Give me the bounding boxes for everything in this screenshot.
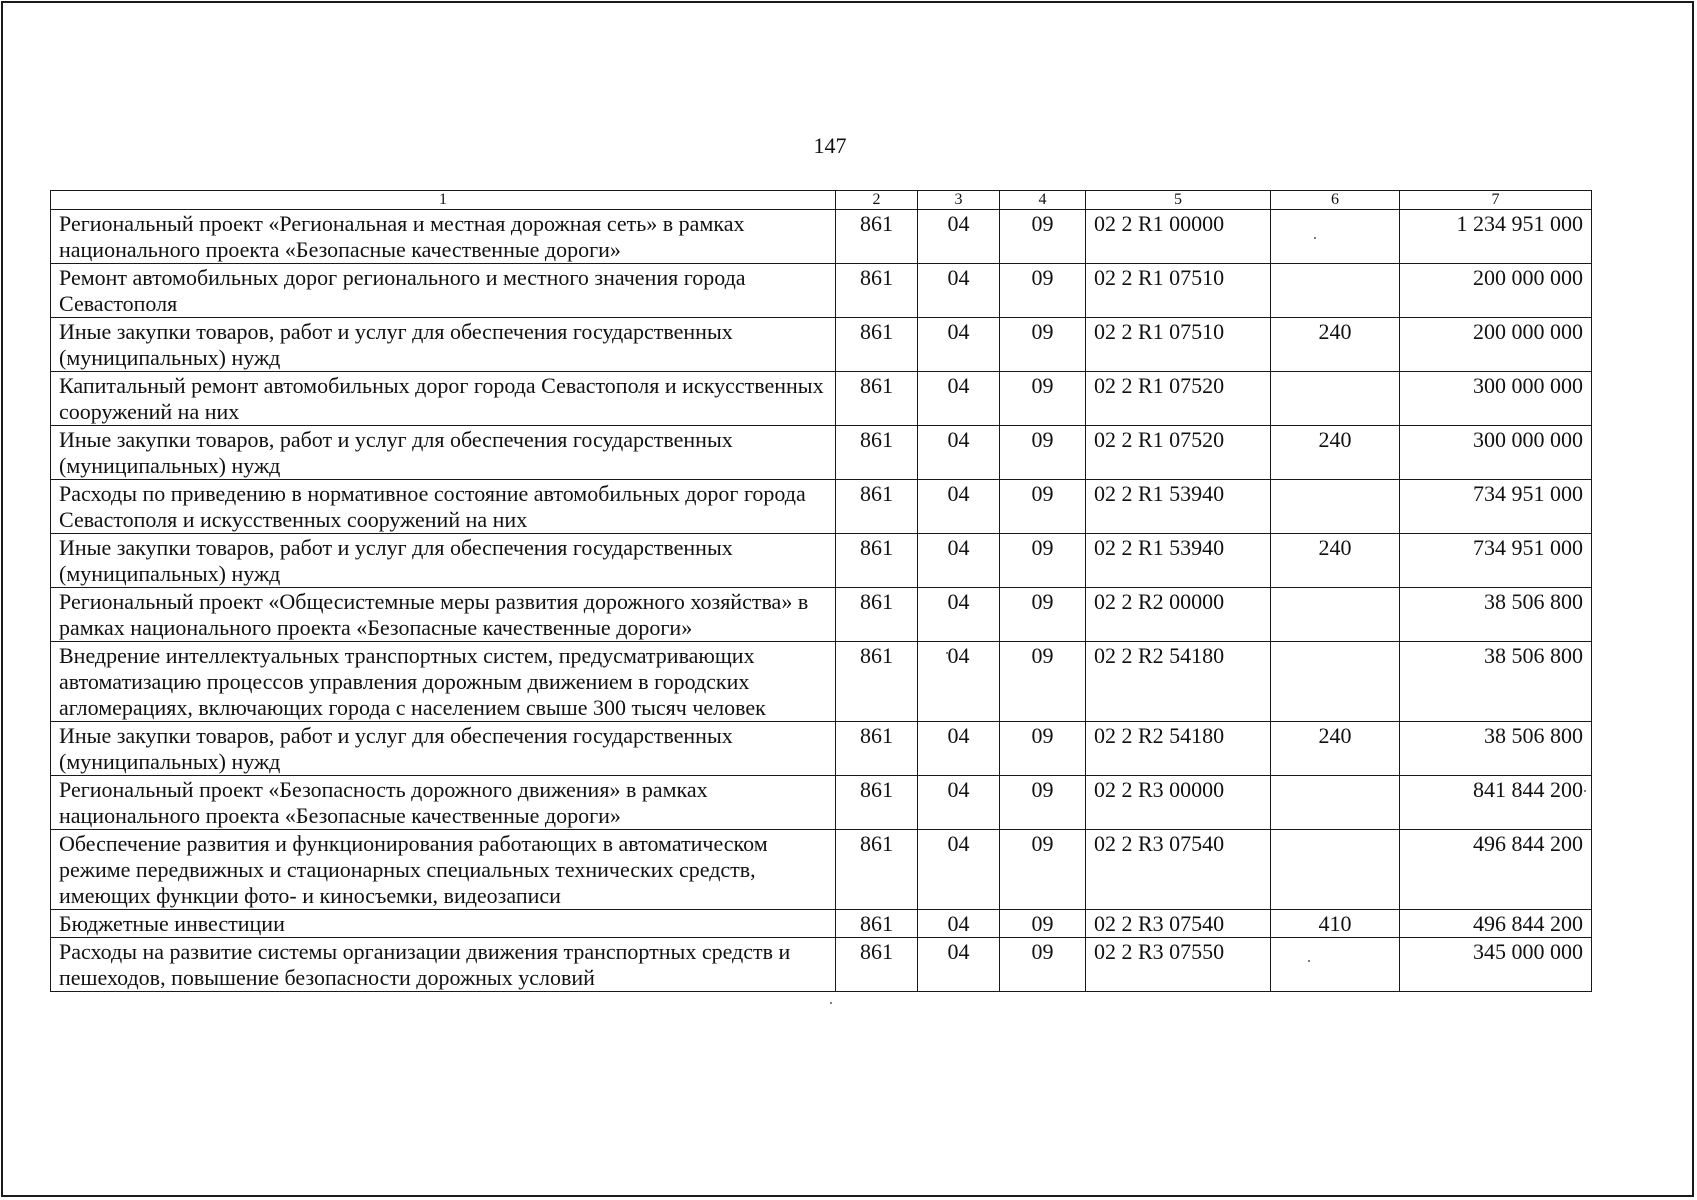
cell-section: 04 xyxy=(918,642,1000,722)
cell-grbs: 861 xyxy=(836,910,918,938)
cell-amount: 200 000 000 xyxy=(1400,264,1592,318)
cell-expense-type xyxy=(1271,480,1400,534)
column-header-2: 2 xyxy=(836,191,918,210)
column-header-7: 7 xyxy=(1400,191,1592,210)
cell-amount: 38 506 800 xyxy=(1400,642,1592,722)
cell-target-article: 02 2 R1 07510 xyxy=(1086,318,1271,372)
cell-name: Региональный проект «Безопасность дорожного движения» в рамках национального проекта «Безопасные качественные дороги» xyxy=(51,776,836,830)
cell-grbs: 861 xyxy=(836,264,918,318)
table-row xyxy=(51,776,1592,830)
cell-section: 04 xyxy=(918,830,1000,910)
cell-grbs: 861 xyxy=(836,210,918,264)
cell-name: Капитальный ремонт автомобильных дорог города Севастополя и искусственных сооружений на них xyxy=(51,372,836,426)
scan-speck xyxy=(1314,237,1316,239)
cell-section: 04 xyxy=(918,722,1000,776)
cell-subsection: 09 xyxy=(1000,722,1086,776)
cell-target-article: 02 2 R3 07540 xyxy=(1086,910,1271,938)
cell-name: Иные закупки товаров, работ и услуг для обеспечения государственных (муниципальных) нужд xyxy=(51,722,836,776)
table-row xyxy=(51,534,1592,588)
cell-subsection: 09 xyxy=(1000,426,1086,480)
table-row xyxy=(51,264,1592,318)
cell-grbs: 861 xyxy=(836,318,918,372)
table-row xyxy=(51,642,1592,722)
cell-name: Внедрение интеллектуальных транспортных систем, предусматривающих автоматизацию процессов управления дорожным движением в городских агломерациях, включающих города с населением свыше 300 тысяч человек xyxy=(51,642,836,722)
cell-target-article: 02 2 R1 53940 xyxy=(1086,480,1271,534)
cell-grbs: 861 xyxy=(836,588,918,642)
cell-name: Иные закупки товаров, работ и услуг для обеспечения государственных (муниципальных) нужд xyxy=(51,534,836,588)
cell-target-article: 02 2 R1 07520 xyxy=(1086,426,1271,480)
table-row xyxy=(51,588,1592,642)
table-body xyxy=(51,210,1592,992)
cell-name: Расходы на развитие системы организации движения транспортных средств и пешеходов, повышение безопасности дорожных условий xyxy=(51,938,836,992)
cell-subsection: 09 xyxy=(1000,210,1086,264)
cell-target-article: 02 2 R3 07550 xyxy=(1086,938,1271,992)
cell-subsection: 09 xyxy=(1000,642,1086,722)
cell-subsection: 09 xyxy=(1000,534,1086,588)
cell-section: 04 xyxy=(918,318,1000,372)
cell-amount: 496 844 200 xyxy=(1400,910,1592,938)
cell-amount: 734 951 000 xyxy=(1400,480,1592,534)
cell-subsection: 09 xyxy=(1000,480,1086,534)
cell-amount: 841 844 200 xyxy=(1400,776,1592,830)
cell-amount: 200 000 000 xyxy=(1400,318,1592,372)
column-header-3: 3 xyxy=(918,191,1000,210)
table-row xyxy=(51,426,1592,480)
column-header-5: 5 xyxy=(1086,191,1271,210)
cell-section: 04 xyxy=(918,938,1000,992)
cell-target-article: 02 2 R1 53940 xyxy=(1086,534,1271,588)
cell-name: Региональный проект «Региональная и местная дорожная сеть» в рамках национального проекта «Безопасные качественные дороги» xyxy=(51,210,836,264)
cell-amount: 38 506 800 xyxy=(1400,722,1592,776)
cell-expense-type: 240 xyxy=(1271,534,1400,588)
cell-expense-type xyxy=(1271,776,1400,830)
cell-subsection: 09 xyxy=(1000,830,1086,910)
scan-speck xyxy=(830,1002,832,1004)
cell-subsection: 09 xyxy=(1000,318,1086,372)
header-row xyxy=(51,191,1592,210)
cell-target-article: 02 2 R3 00000 xyxy=(1086,776,1271,830)
cell-grbs: 861 xyxy=(836,642,918,722)
cell-name: Бюджетные инвестиции xyxy=(51,910,836,938)
cell-name: Ремонт автомобильных дорог регионального и местного значения города Севастополя xyxy=(51,264,836,318)
cell-name: Расходы по приведению в нормативное состояние автомобильных дорог города Севастополя и искусственных сооружений на них xyxy=(51,480,836,534)
cell-section: 04 xyxy=(918,426,1000,480)
cell-grbs: 861 xyxy=(836,776,918,830)
cell-amount: 38 506 800 xyxy=(1400,588,1592,642)
cell-subsection: 09 xyxy=(1000,776,1086,830)
cell-grbs: 861 xyxy=(836,426,918,480)
table-row xyxy=(51,722,1592,776)
cell-target-article: 02 2 R3 07540 xyxy=(1086,830,1271,910)
cell-grbs: 861 xyxy=(836,830,918,910)
table-row xyxy=(51,372,1592,426)
cell-amount: 300 000 000 xyxy=(1400,372,1592,426)
column-header-6: 6 xyxy=(1271,191,1400,210)
table-row xyxy=(51,210,1592,264)
cell-amount: 300 000 000 xyxy=(1400,426,1592,480)
cell-subsection: 09 xyxy=(1000,264,1086,318)
table-row xyxy=(51,938,1592,992)
cell-amount: 1 234 951 000 xyxy=(1400,210,1592,264)
cell-grbs: 861 xyxy=(836,534,918,588)
cell-expense-type: 410 xyxy=(1271,910,1400,938)
cell-subsection: 09 xyxy=(1000,588,1086,642)
cell-expense-type: 240 xyxy=(1271,318,1400,372)
cell-expense-type xyxy=(1271,264,1400,318)
cell-expense-type xyxy=(1271,210,1400,264)
scan-speck xyxy=(946,652,948,654)
cell-grbs: 861 xyxy=(836,722,918,776)
cell-expense-type: 240 xyxy=(1271,426,1400,480)
cell-target-article: 02 2 R1 00000 xyxy=(1086,210,1271,264)
cell-expense-type xyxy=(1271,830,1400,910)
cell-expense-type: 240 xyxy=(1271,722,1400,776)
budget-table xyxy=(50,190,1592,992)
cell-expense-type xyxy=(1271,588,1400,642)
cell-amount: 734 951 000 xyxy=(1400,534,1592,588)
cell-section: 04 xyxy=(918,588,1000,642)
cell-name: Обеспечение развития и функционирования работающих в автоматическом режиме передвижных и стационарных специальных технических средств, имеющих функции фото- и киносъемки, видеозаписи xyxy=(51,830,836,910)
cell-expense-type xyxy=(1271,938,1400,992)
cell-name: Региональный проект «Общесистемные меры развития дорожного хозяйства» в рамках национального проекта «Безопасные качественные дороги» xyxy=(51,588,836,642)
table-row xyxy=(51,910,1592,938)
cell-target-article: 02 2 R2 54180 xyxy=(1086,722,1271,776)
cell-grbs: 861 xyxy=(836,938,918,992)
column-header-4: 4 xyxy=(1000,191,1086,210)
cell-subsection: 09 xyxy=(1000,372,1086,426)
cell-expense-type xyxy=(1271,642,1400,722)
cell-subsection: 09 xyxy=(1000,910,1086,938)
cell-target-article: 02 2 R2 54180 xyxy=(1086,642,1271,722)
scan-speck xyxy=(1308,960,1310,962)
cell-target-article: 02 2 R2 00000 xyxy=(1086,588,1271,642)
cell-grbs: 861 xyxy=(836,372,918,426)
column-header-1: 1 xyxy=(51,191,836,210)
cell-name: Иные закупки товаров, работ и услуг для обеспечения государственных (муниципальных) нужд xyxy=(51,426,836,480)
scan-speck xyxy=(1584,790,1586,792)
cell-section: 04 xyxy=(918,210,1000,264)
cell-expense-type xyxy=(1271,372,1400,426)
cell-grbs: 861 xyxy=(836,480,918,534)
cell-section: 04 xyxy=(918,776,1000,830)
cell-section: 04 xyxy=(918,480,1000,534)
cell-subsection: 09 xyxy=(1000,938,1086,992)
cell-target-article: 02 2 R1 07520 xyxy=(1086,372,1271,426)
cell-target-article: 02 2 R1 07510 xyxy=(1086,264,1271,318)
cell-name: Иные закупки товаров, работ и услуг для обеспечения государственных (муниципальных) нужд xyxy=(51,318,836,372)
table-row xyxy=(51,318,1592,372)
cell-section: 04 xyxy=(918,534,1000,588)
table-row xyxy=(51,830,1592,910)
cell-section: 04 xyxy=(918,264,1000,318)
cell-amount: 496 844 200 xyxy=(1400,830,1592,910)
cell-amount: 345 000 000 xyxy=(1400,938,1592,992)
cell-section: 04 xyxy=(918,372,1000,426)
page-number: 147 xyxy=(813,133,847,158)
table-row xyxy=(51,480,1592,534)
cell-section: 04 xyxy=(918,910,1000,938)
